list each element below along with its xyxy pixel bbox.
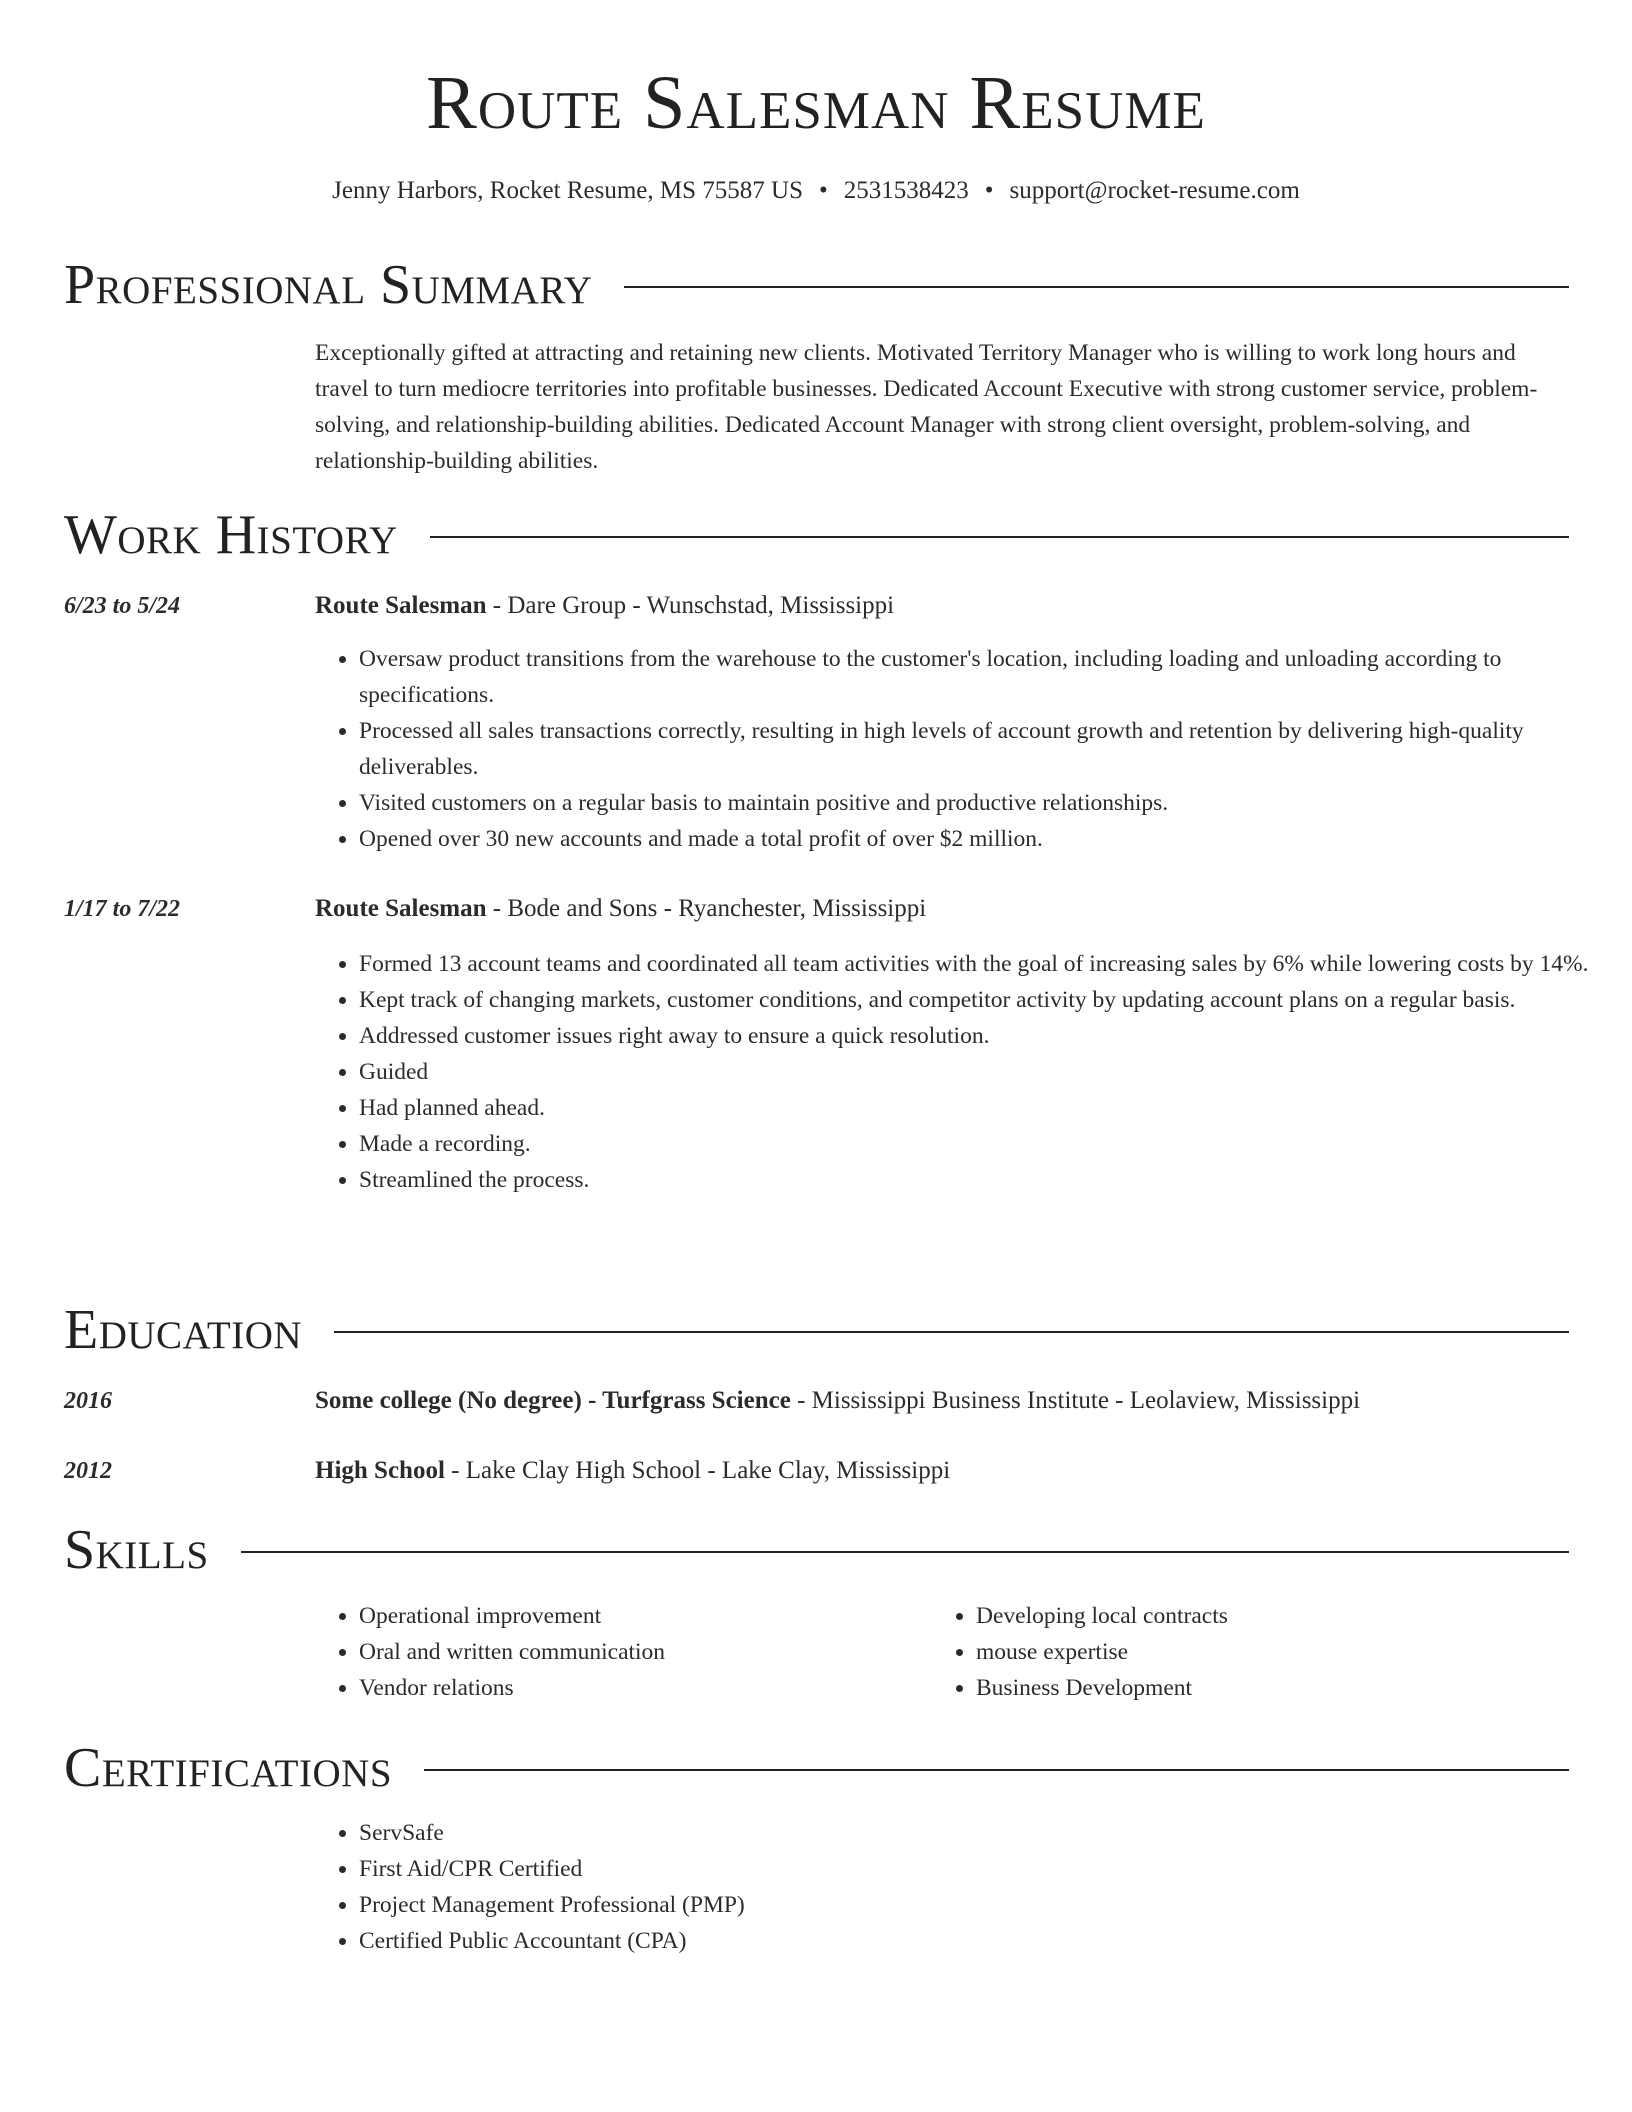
education-degree: High School: [315, 1457, 445, 1484]
job-details: - Bode and Sons - Ryanchester, Mississippi: [486, 895, 927, 922]
education-entry: [315, 1454, 1570, 1488]
education-year: 2016: [64, 1388, 112, 1414]
contact-address: Jenny Harbors, Rocket Resume, MS 75587 US: [332, 177, 803, 204]
list-item: • Had planned ahead.: [359, 1090, 1599, 1126]
separator-dot: •: [818, 177, 828, 204]
certification-item: • Project Management Professional (PMP): [359, 1887, 1259, 1923]
section-divider: [424, 1769, 1569, 1771]
education-details: - Lake Clay High School - Lake Clay, Mississippi: [444, 1457, 951, 1484]
section-divider: [241, 1551, 1569, 1553]
list-item: • Made a recording.: [359, 1126, 1599, 1162]
skill-item: • mouse expertise: [976, 1634, 1536, 1670]
section-divider: [430, 536, 1569, 538]
skills-list-left: [315, 1598, 919, 1706]
education-degree: Some college (No degree) - Turfgrass Science: [315, 1387, 791, 1414]
job-bullets: [315, 641, 1599, 857]
section-title: Work History: [64, 504, 398, 566]
skill-item: • Oral and written communication: [359, 1634, 919, 1670]
skill-item: • Operational improvement: [359, 1598, 919, 1634]
skill-item: • Vendor relations: [359, 1670, 919, 1706]
education-entry: [315, 1384, 1570, 1418]
list-item: • Addressed customer issues right away to ensure a quick resolution.: [359, 1018, 1599, 1054]
section-header-summary: [64, 250, 1569, 320]
section-title: Certifications: [64, 1737, 393, 1799]
section-header-education: [64, 1295, 1569, 1365]
list-item: • Oversaw product transitions from the warehouse to the customer's location, including loading and unloading according to specifications.: [359, 641, 1599, 713]
job-heading: [315, 589, 1570, 623]
list-item: • Guided: [359, 1054, 1599, 1090]
job-dates: 1/17 to 7/22: [64, 896, 181, 922]
resume-title: Route Salesman Resume: [426, 61, 1206, 145]
skill-item: • Business Development: [976, 1670, 1536, 1706]
job-title: Route Salesman: [315, 592, 487, 619]
contact-email: support@rocket-resume.com: [1009, 177, 1300, 204]
skills-list-right: [932, 1598, 1536, 1706]
job-title: Route Salesman: [315, 895, 487, 922]
list-item: • Opened over 30 new accounts and made a total profit of over $2 million.: [359, 821, 1599, 857]
skill-item: • Developing local contracts: [976, 1598, 1536, 1634]
section-header-skills: [64, 1515, 1569, 1585]
summary-text: Exceptionally gifted at attracting and retaining new clients. Motivated Territory Manager who is willing to work long hours and travel to turn mediocre territories into profitable businesses. Dedicated Account Executive with strong customer service, problem-solving, and relationship-building abilities. Dedicated Account Manager with strong client oversight, problem-solving, and relationship-building abilities.: [315, 340, 1538, 474]
contact-phone: 2531538423: [843, 177, 969, 204]
certification-item: • Certified Public Accountant (CPA): [359, 1923, 1259, 1959]
job-details: - Dare Group - Wunschstad, Mississippi: [486, 592, 895, 619]
job-heading: [315, 892, 1570, 926]
section-header-work-history: [64, 500, 1569, 570]
job-bullets: [315, 946, 1599, 1198]
list-item: • Visited customers on a regular basis to maintain positive and productive relationships.: [359, 785, 1599, 821]
education-details: - Mississippi Business Institute - Leolaview, Mississippi: [790, 1387, 1361, 1414]
list-item: • Streamlined the process.: [359, 1162, 1599, 1198]
job-dates: 6/23 to 5/24: [64, 593, 181, 619]
section-title: Education: [64, 1299, 303, 1361]
list-item: • Formed 13 account teams and coordinated all team activities with the goal of increasing sales by 6% while lowering costs by 14%.: [359, 946, 1599, 982]
section-header-certifications: [64, 1733, 1569, 1803]
list-item: • Processed all sales transactions correctly, resulting in high levels of account growth and retention by delivering high-quality deliverables.: [359, 713, 1599, 785]
education-year: 2012: [64, 1458, 112, 1484]
certification-item: • First Aid/CPR Certified: [359, 1851, 1259, 1887]
section-divider: [334, 1331, 1569, 1333]
section-divider: [624, 286, 1569, 288]
certifications-list: [315, 1815, 1259, 1959]
contact-line: [0, 174, 1632, 208]
list-item: • Kept track of changing markets, customer conditions, and competitor activity by updating account plans on a regular basis.: [359, 982, 1599, 1018]
section-title: Professional Summary: [64, 254, 593, 316]
certification-item: • ServSafe: [359, 1815, 1259, 1851]
section-title: Skills: [64, 1519, 209, 1581]
separator-dot: •: [984, 177, 994, 204]
